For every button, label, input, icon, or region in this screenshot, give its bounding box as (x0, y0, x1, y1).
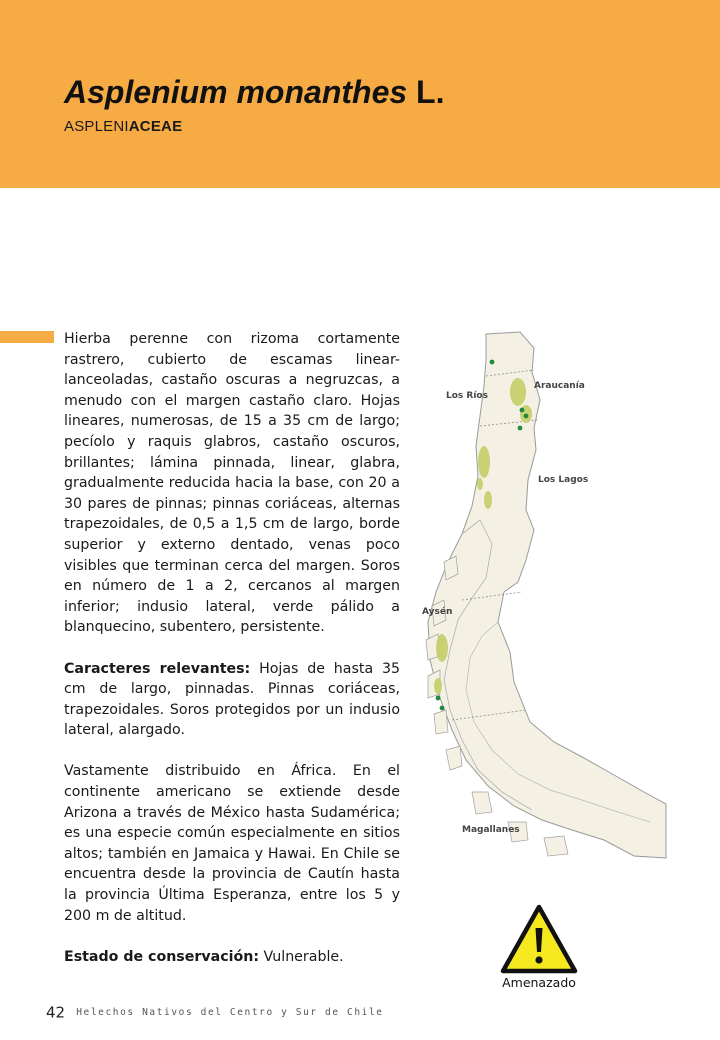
map-label-araucania: Araucanía (534, 381, 585, 391)
map-label-los-rios: Los Ríos (446, 391, 488, 401)
conservation-label: Estado de conservación: (64, 948, 259, 965)
map-label-los-lagos: Los Lagos (538, 475, 589, 485)
description-paragraph: Hierba perenne con rizoma cortamente rastrero, cubierto de escamas linear-lanceoladas, castaño oscuras a negruzcas, a menudo con el margen castaño claro. Hojas lineares, numerosas, de 15 a 35 cm de largo; pecíolo y raquis glabros, castaño oscuros, brillantes; lámina pinnada, linear, glabra, gradualmente reducida hacia la base, con 20 a 30 pares de pinnas; pinnas coriáceas, alternas trapezoidales, de 0,5 a 1,5 cm de largo, borde superior y externo dentado, venas poco visibles que terminan cerca del margen. Soros en número de 1 a 2, cercanos al margen inferior; indusio lateral, verde pálido a blanquecino, subentero, persistente. (64, 331, 400, 636)
page-footer (46, 1002, 384, 1022)
family-name (64, 118, 182, 135)
family-name-suffix: ACEAE (128, 118, 183, 135)
map-label-aysen: Aysén (422, 607, 453, 617)
status-label: Amenazado (502, 975, 576, 990)
page-number: 42 (46, 1003, 66, 1022)
book-title: Helechos Nativos del Centro y Sur de Chile (76, 1007, 384, 1018)
distribution-map (422, 330, 668, 865)
record-point (440, 706, 445, 711)
relevant-characters-text: Hojas de hasta 35 cm de largo, pinnadas. Pinnas coriáceas, trapezoidales. Soros protegidos por un indusio lateral, alargado. (64, 660, 400, 739)
distribution-paragraph: Vastamente distribuido en África. En el continente americano se extiende desde Arizona a través de México hasta Sudamérica; es una especie común especialmente en sitios altos; también en Jamaica y Hawai. En Chile se encuentra desde la provincia de Cautín hasta la provincia Última Esperanza, entre los 5 y 200 m de altitud. (64, 763, 400, 924)
record-point (490, 360, 495, 365)
conservation-paragraph (64, 947, 400, 968)
relevant-characters-paragraph (64, 659, 400, 741)
species-title (64, 74, 444, 111)
record-point (436, 696, 441, 701)
species-binomial: Asplenium monanthes (64, 74, 408, 110)
species-author: L. (416, 74, 445, 110)
conservation-value: Vulnerable. (263, 948, 344, 965)
map-landmass (428, 332, 666, 858)
section-marker-bar (0, 331, 54, 343)
record-point (520, 408, 525, 413)
record-point (518, 426, 523, 431)
relevant-characters-label: Caracteres relevantes: (64, 660, 251, 677)
record-point (524, 414, 529, 419)
map-label-magallanes: Magallanes (462, 825, 520, 835)
warning-triangle-icon (500, 904, 578, 974)
species-description-block (64, 329, 400, 988)
family-name-prefix: ASPLENI (64, 118, 129, 135)
